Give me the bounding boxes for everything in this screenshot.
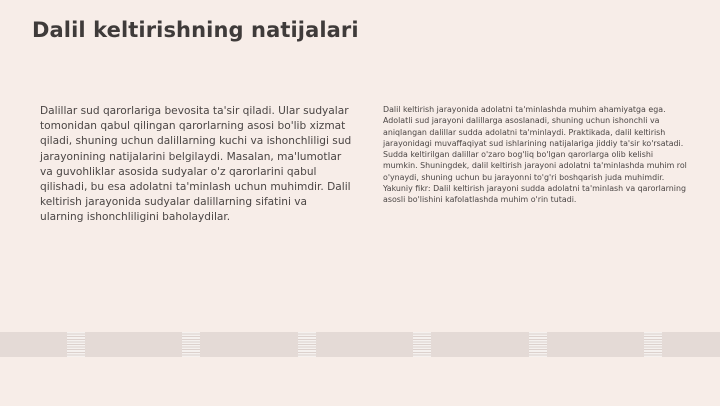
decorative-stripe-3 <box>298 332 316 357</box>
decorative-band <box>0 332 720 357</box>
slide-title: Dalil keltirishning natijalari <box>32 18 359 42</box>
right-paragraph: Dalil keltirish jarayonida adolatni ta'minlashda muhim ahamiyatga ega. Adolatli sud jarayoni dalillarga asoslanadi, shuning uchun ishonchli va aniqlangan dalillar sudda adolatni ta'minlaydi. Praktikada, dalil keltirish jarayonidagi muvaffaqiyat sud ishlarining natijalariga jiddiy ta'sir ko'rsatadi. Sudda keltirilgan dalillar o'zaro bog'liq bo'lgan qarorlarga olib kelishi mumkin. Shuningdek, dalil keltirish jarayoni adolatni ta'minlashda muhim rol o'ynaydi, shuning uchun bu jarayonni to'g'ri boshqarish juda muhimdir. Yakuniy fikr: Dalil keltirish jarayoni sudda adolatni ta'minlash va qarorlarning asosli bo'lishini kafolatlashda muhim o'rin tutadi. <box>383 105 687 205</box>
left-paragraph: Dalillar sud qarorlariga bevosita ta'sir qiladi. Ular sudyalar tomonidan qabul qilingan qarorlarning asosi bo'lib xizmat qiladi, shuning uchun dalillarning kuchi va ishonchliligi sud jarayonining natijalarini belgilaydi. Masalan, ma'lumotlar va guvohliklar asosida sudyalar o'z qarorlarini qabul qilishadi, bu esa adolatni ta'minlash uchun muhimdir. Dalil keltirish jarayonida sudyalar dalillarning sifatini va ularning ishonchliligini baholaydilar. <box>40 105 352 224</box>
decorative-stripe-6 <box>644 332 662 357</box>
decorative-stripe-5 <box>529 332 547 357</box>
decorative-stripe-4 <box>413 332 431 357</box>
decorative-stripe-2 <box>182 332 200 357</box>
decorative-stripe-1 <box>67 332 85 357</box>
